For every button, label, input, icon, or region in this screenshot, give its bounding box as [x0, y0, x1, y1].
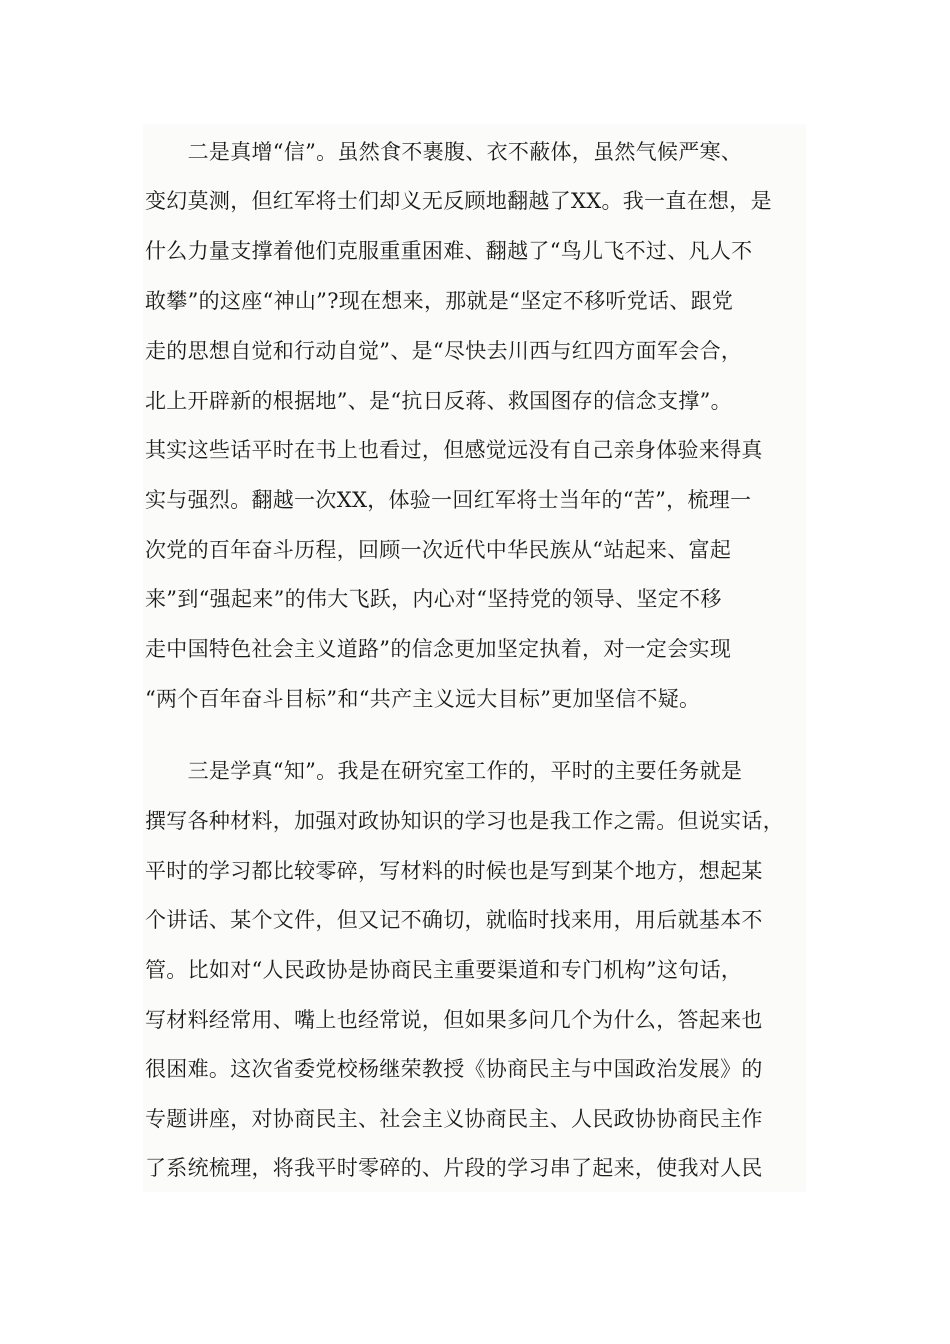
- text-line: 走的思想自觉和行动自觉”、是“尽快去川西与红四方面军会合，: [145, 339, 743, 363]
- text-line: “两个百年奋斗目标”和“共产主义远大目标”更加坚信不疑。: [145, 687, 701, 711]
- text-line: 写材料经常用、嘴上也经常说，但如果多问几个为什么，答起来也: [145, 1008, 763, 1032]
- text-line: 了系统梳理，将我平时零碎的、片段的学习串了起来，使我对人民: [145, 1156, 763, 1180]
- text-line: 其实这些话平时在书上也看过，但感觉远没有自己亲身体验来得真: [145, 438, 763, 462]
- text-line: 次党的百年奋斗历程，回顾一次近代中华民族从“站起来、富起: [145, 538, 732, 562]
- text-line: 三是学真“知”。我是在研究室工作的，平时的主要任务就是: [145, 759, 743, 783]
- text-line: 管。比如对“人民政协是协商民主重要渠道和专门机构”这句话，: [145, 958, 743, 982]
- text-line: 很困难。这次省委党校杨继荣教授《协商民主与中国政治发展》的: [145, 1057, 763, 1081]
- text-line: 实与强烈。翻越一次XX，体验一回红军将士当年的“苦”，梳理一: [145, 488, 752, 512]
- text-line: 走中国特色社会主义道路”的信念更加坚定执着，对一定会实现: [145, 637, 732, 661]
- text-line: 来”到“强起来”的伟大飞跃，内心对“坚持党的领导、坚定不移: [145, 587, 722, 611]
- text-line: 变幻莫测，但红军将士们却义无反顾地翻越了XX。我一直在想，是: [145, 189, 772, 213]
- text-line: 平时的学习都比较零碎，写材料的时候也是写到某个地方，想起某: [145, 859, 763, 883]
- text-line: 敢攀”的这座“神山”?现在想来，那就是“坚定不移听党话、跟党: [145, 289, 734, 313]
- text-line: 个讲话、某个文件，但又记不确切，就临时找来用，用后就基本不: [145, 908, 763, 932]
- text-line: 专题讲座，对协商民主、社会主义协商民主、人民政协协商民主作: [145, 1107, 763, 1131]
- text-line: 北上开辟新的根据地”、是“抗日反蒋、救国图存的信念支撑”。: [145, 389, 732, 413]
- text-line: 二是真增“信”。虽然食不裹腹、衣不蔽体，虽然气候严寒、: [145, 140, 743, 164]
- text-line: 什么力量支撑着他们克服重重困难、翻越了“鸟儿飞不过、凡人不: [145, 239, 753, 263]
- text-line: 撰写各种材料，加强对政协知识的学习也是我工作之需。但说实话，: [145, 809, 784, 833]
